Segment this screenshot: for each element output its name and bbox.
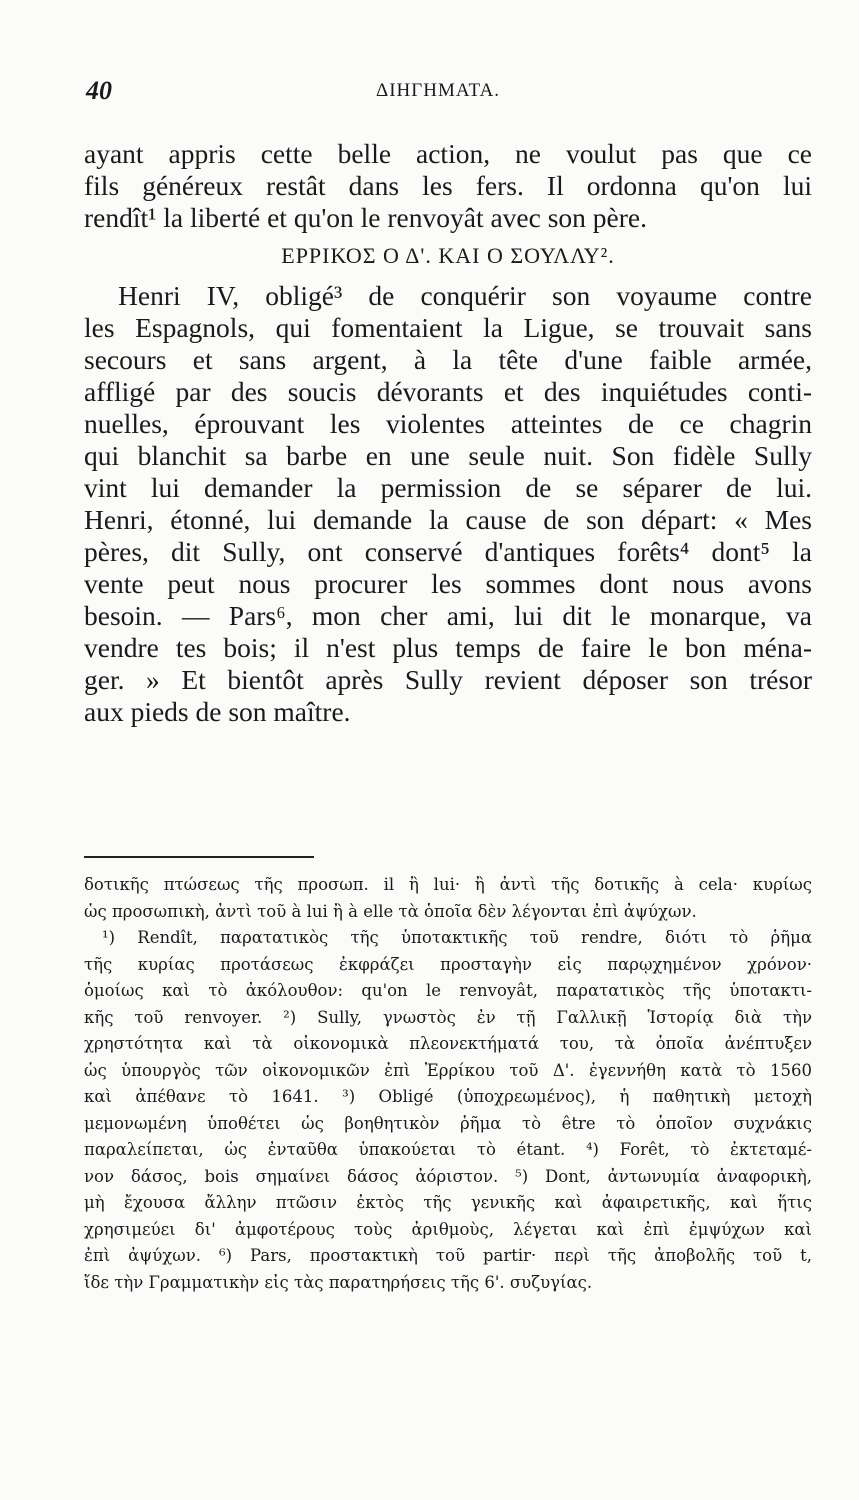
text-line: secours et sans argent, à la tête d'une faible armée, bbox=[84, 344, 812, 375]
footnote-line: παραλείπεται, ὡς ἐνταῦθα ὑπακούεται τὸ étant. ⁴) Forêt, τὸ ἐκτεταμέ- bbox=[84, 1140, 812, 1159]
text-line: vente peut nous procurer les sommes dont nous avons bbox=[84, 568, 812, 599]
main-text bbox=[84, 138, 812, 728]
footnote-line: ὁμοίως καὶ τὸ ἀκόλουθον: qu'on le renvoyât, παρατατικὸς τῆς ὑποτακτι- bbox=[84, 981, 812, 1000]
text-line: fils généreux restât dans les fers. Il ordonna qu'on lui bbox=[84, 170, 812, 201]
text-line: affligé par des soucis dévorants et des inquiétudes conti- bbox=[84, 376, 812, 407]
footnote-line: καὶ ἀπέθανε τὸ 1641. ³) Obligé (ὑποχρεωμένος), ἡ παθητικὴ μετοχὴ bbox=[84, 1087, 812, 1106]
text-line: Henri IV, obligé³ de conquérir son voyaume contre bbox=[118, 280, 812, 311]
footnote-line: χρηστότητα καὶ τὰ οἰκονομικὰ πλεονεκτήματά του, τὰ ὁποῖα ἀνέπτυξεν bbox=[84, 1034, 812, 1053]
footnote-line: ἴδε τὴν Γραμματικὴν εἰς τὰς παρατηρήσεις τῆς 6'. συζυγίας. bbox=[84, 1272, 593, 1292]
text-line: qui blanchit sa barbe en une seule nuit. Son fidèle Sully bbox=[84, 440, 812, 471]
text-line: pères, dit Sully, ont conservé d'antiques forêts⁴ dont⁵ la bbox=[84, 536, 812, 567]
footnote-line: ¹) Rendît, παρατατικὸς τῆς ὑποτακτικῆς τοῦ rendre, διότι τὸ ῥῆμα bbox=[102, 928, 812, 947]
footnote-line: τῆς κυρίας προτάσεως ἐκφράζει προσταγὴν εἰς παρῳχημένον χρόνον· bbox=[84, 954, 812, 974]
text-line: rendît¹ la liberté et qu'on le renvoyât avec son père. bbox=[84, 202, 647, 233]
footnote-divider bbox=[84, 856, 314, 858]
text-line: vendre tes bois; il n'est plus temps de faire le bon ména- bbox=[84, 632, 812, 663]
text-line: vint lui demander la permission de se séparer de lui. bbox=[84, 472, 812, 503]
footnote-line: νον δάσος, bois σημαίνει δάσος ἀόριστον. ⁵) Dont, ἀντωνυμία ἀναφορικὴ, bbox=[84, 1166, 812, 1186]
footnote-line: δοτικῆς πτώσεως τῆς προσωπ. il ἢ lui· ἢ ἀντὶ τῆς δοτικῆς à cela· κυρίως bbox=[84, 875, 812, 894]
footnote-line: μὴ ἔχουσα ἄλλην πτῶσιν ἐκτὸς τῆς γενικῆς καὶ ἀφαιρετικῆς, καὶ ἥτις bbox=[84, 1193, 812, 1212]
page-header bbox=[86, 76, 816, 110]
footnote-line: ἐπὶ ἀψύχων. ⁶) Pars, προστακτικὴ τοῦ partir· περὶ τῆς ἀποβολῆς τοῦ t, bbox=[84, 1246, 812, 1265]
text-line: besoin. — Pars⁶, mon cher ami, lui dit le monarque, va bbox=[84, 600, 812, 631]
footnote-line: κῆς τοῦ renvoyer. ²) Sully, γνωστὸς ἐν τῇ Γαλλικῇ Ἱστορίᾳ διὰ τὴν bbox=[84, 1007, 812, 1027]
page-number: 40 bbox=[86, 76, 112, 105]
section-heading: ΕΡΡΙΚΟΣ Ο Δ'. ΚΑΙ Ο ΣΟΥΛΛΥ². bbox=[281, 243, 615, 268]
running-title: ΔΙΗΓΗΜΑΤΑ. bbox=[376, 80, 501, 101]
text-line: ayant appris cette belle action, ne voulut pas que ce bbox=[84, 138, 812, 169]
text-line: ger. » Et bientôt après Sully revient déposer son trésor bbox=[84, 664, 812, 695]
footnote-line: χρησιμεύει δι' ἀμφοτέρους τοὺς ἀριθμοὺς, λέγεται καὶ ἐπὶ ἐμψύχων καὶ bbox=[84, 1219, 812, 1239]
text-line: les Espagnols, qui fomentaient la Ligue, se trouvait sans bbox=[84, 312, 812, 343]
text-line: nuelles, éprouvant les violentes atteintes de ce chagrin bbox=[84, 408, 812, 439]
footnote-line: μεμονωμένη ὑποθέτει ὡς βοηθητικὸν ῥῆμα τὸ être τὸ ὁποῖον συχνάκις bbox=[84, 1113, 812, 1133]
text-line: Henri, étonné, lui demande la cause de son départ: « Mes bbox=[84, 504, 812, 535]
footnote-line: ὡς ὑπουργὸς τῶν οἰκονομικῶν ἐπὶ Ἐρρίκου τοῦ Δ'. ἐγεννήθη κατὰ τὸ 1560 bbox=[84, 1060, 812, 1080]
footnotes bbox=[84, 872, 812, 1296]
footnote-line: ὡς προσωπικὴ, ἀντὶ τοῦ à lui ἢ à elle τὰ ὁποῖα δὲν λέγονται ἐπὶ ἀψύχων. bbox=[84, 901, 697, 921]
text-line: aux pieds de son maître. bbox=[84, 696, 351, 727]
